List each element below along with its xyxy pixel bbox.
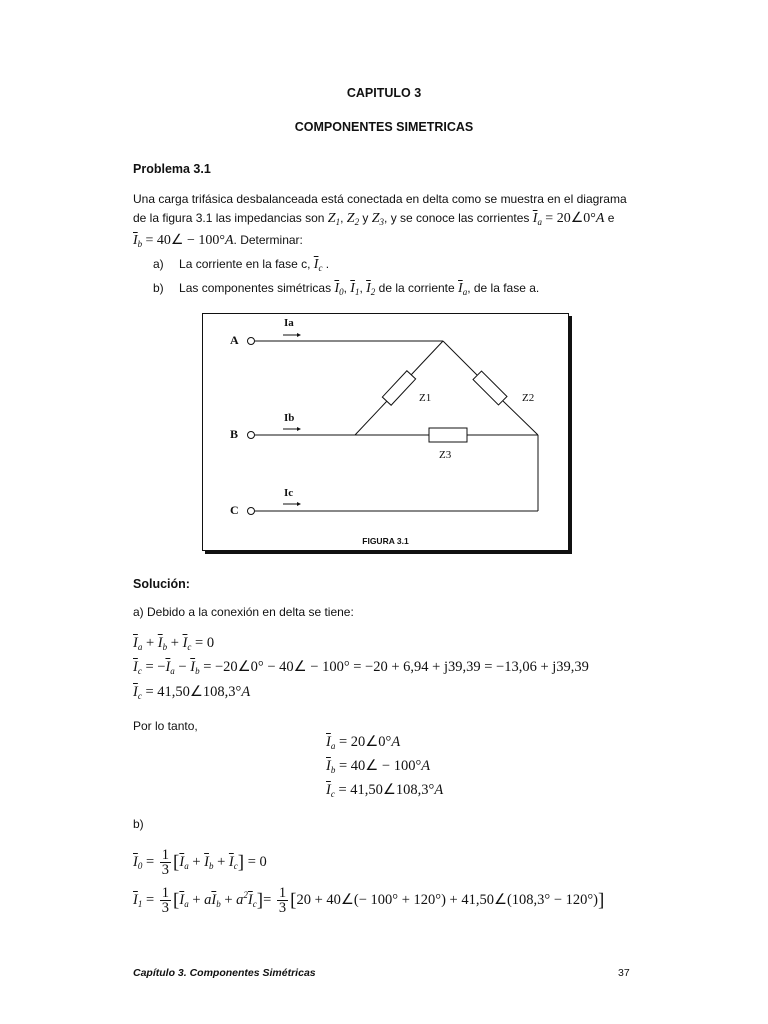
z3-resistor <box>429 428 467 442</box>
item-b-marker: b) <box>153 281 164 295</box>
item-b-text: Las componentes simétricas <box>179 281 332 295</box>
item-b-tail: de la corriente <box>378 281 455 295</box>
z3-symbol: $Z_3$ <box>371 211 385 227</box>
equation-kcl-rhs: = 0 <box>195 635 215 651</box>
item-b: b) Las componentes simétricas $\overline{I}_0$, $\overline{I}_1$, $\overline{I}_2$ de la corriente $\overline{I}_a$, de la fase a. <box>153 281 540 297</box>
current-c-label: Ic <box>284 487 294 499</box>
problem-line-3 <box>133 230 303 254</box>
footer-chapter: Capítulo 3. Componentes Simétricas <box>133 967 316 979</box>
arrow-b <box>297 427 301 431</box>
equation-ic-result-rhs: = 41,50∠108,3° <box>145 684 242 700</box>
item-a-text: La corriente en la fase c, <box>179 257 311 271</box>
problem-line-2-text: de la figura 3.1 las impedancias son <box>133 211 325 225</box>
solution-part-a: a) Debido a la conexión en delta se tiene: <box>133 605 354 619</box>
arrow-c <box>297 502 301 506</box>
figure-3-1 <box>202 313 569 551</box>
ia-symbol: $\overline{I}_a$ <box>532 211 542 227</box>
item-a: a) La corriente en la fase c, $\overline{I}_c$ . <box>153 257 330 273</box>
item-a-marker: a) <box>153 257 164 271</box>
chapter-heading: CAPITULO 3 <box>346 86 422 100</box>
summary-ib-unit: A <box>421 758 431 774</box>
page-number: 37 <box>618 967 630 979</box>
problem-line-3-tail: . Determinar: <box>233 233 303 247</box>
z3-label: Z3 <box>439 449 452 461</box>
z1-label: Z1 <box>419 392 432 404</box>
i0-symbol: $\overline{I}_0$ <box>334 281 344 297</box>
z2-label: Z2 <box>522 392 535 404</box>
problem-heading: Problema 3.1 <box>133 162 211 176</box>
current-a-label: Ia <box>284 317 294 329</box>
ia-symbol-2: $\overline{I}_a$ <box>458 281 468 297</box>
ib-given: = 40∠ − 100° <box>145 233 225 248</box>
circuit-diagram <box>203 314 568 550</box>
equation-i1: $\overline{I}_1$ = $\frac{1}{3}$ $[\overline{I}_a + a\overline{I}_b + a^2\overline{I}_c]=$ $\frac{1}{3}$ [20 + 40∠(− 100° + 120°) + 41,50∠(108,3° − 120°)] <box>133 885 605 916</box>
conjunction: e <box>607 211 615 225</box>
node-c-label: C <box>230 503 239 517</box>
z2-symbol: $Z_2$ <box>346 211 360 227</box>
page-title: COMPONENTES SIMETRICAS <box>294 120 474 134</box>
figure-caption: FIGURA 3.1 <box>362 536 409 546</box>
summary-ib: $\overline{I}_b$ = 40∠ − 100°A <box>326 758 431 775</box>
terminal-c <box>248 508 255 515</box>
node-a-label: A <box>230 333 239 347</box>
fraction-one-third-3: $\frac{1}{3}$ <box>278 885 287 916</box>
therefore-text: Por lo tanto, <box>133 719 198 733</box>
equation-i0: $\overline{I}_0$ = $\frac{1}{3}$ $[\overline{I}_a + \overline{I}_b + \overline{I}_c] = 0$ <box>133 847 267 878</box>
summary-ic-unit: A <box>434 782 444 798</box>
problem-line-2: de la figura 3.1 las impedancias son $Z_1$, $Z_2$ y $Z_3$, y se conoce las corrientes $\overline{I}_a$ = 20∠0°A e <box>133 211 615 227</box>
ia-given: = 20∠0° <box>545 211 596 226</box>
item-b-end: , de la fase a. <box>467 281 540 295</box>
fraction-one-third-2: $\frac{1}{3}$ <box>161 885 170 916</box>
terminal-a <box>248 338 255 345</box>
summary-ia-value: = 20∠0° <box>338 734 392 750</box>
fraction-one-third: $\frac{1}{3}$ <box>161 847 170 878</box>
current-b-label: Ib <box>284 412 295 424</box>
ic-symbol: $\overline{I}_c$ <box>313 257 323 273</box>
equation-ic-unit: A <box>241 684 251 700</box>
summary-ic: $\overline{I}_c$ = 41,50∠108,3°A <box>326 782 444 799</box>
ib-symbol: $\overline{I}_b$ <box>133 233 143 249</box>
equation-ic-expand: $\overline{I}_c = -\overline{I}_a - \overline{I}_b$ = −20∠0° − 40∠ − 100° = −20 + 6,94 + j39,39 = −13,06 + j39,39 <box>133 659 589 676</box>
equation-ic-expand-rhs: = −20∠0° − 40∠ − 100° = −20 + 6,94 + j39,39 = −13,06 + j39,39 <box>203 659 589 675</box>
summary-ia: $\overline{I}_a$ = 20∠0°A <box>326 734 401 751</box>
i1-symbol: $\overline{I}_1$ <box>350 281 360 297</box>
problem-line-1: Una carga trifásica desbalanceada está conectada en delta como se muestra en el diagrama <box>133 192 627 206</box>
equation-kcl: $\overline{I}_a + \overline{I}_b + \overline{I}_c = 0$ <box>133 635 215 652</box>
z1-resistor <box>382 371 415 406</box>
solution-heading: Solución: <box>133 577 190 591</box>
z1-symbol: $Z_1$ <box>327 211 341 227</box>
i2-symbol: $\overline{I}_2$ <box>366 281 376 297</box>
terminal-b <box>248 432 255 439</box>
node-b-label: B <box>230 427 239 441</box>
equation-i0-rhs: = 0 <box>247 853 267 870</box>
summary-ia-unit: A <box>391 734 401 750</box>
ia-unit: A <box>595 211 605 226</box>
equation-ic-result: $\overline{I}_c$ = 41,50∠108,3°A <box>133 684 251 701</box>
arrow-a <box>297 333 301 337</box>
problem-line-2-mid: y se conoce las corrientes <box>390 211 530 225</box>
summary-ic-value: = 41,50∠108,3° <box>338 782 435 798</box>
solution-part-b: b) <box>133 817 144 831</box>
summary-ib-value: = 40∠ − 100° <box>338 758 422 774</box>
z2-resistor <box>473 371 507 405</box>
ib-unit: A <box>224 233 234 248</box>
equation-i1-rhs: 20 + 40∠(− 100° + 120°) + 41,50∠(108,3° − 120°) <box>296 891 599 908</box>
